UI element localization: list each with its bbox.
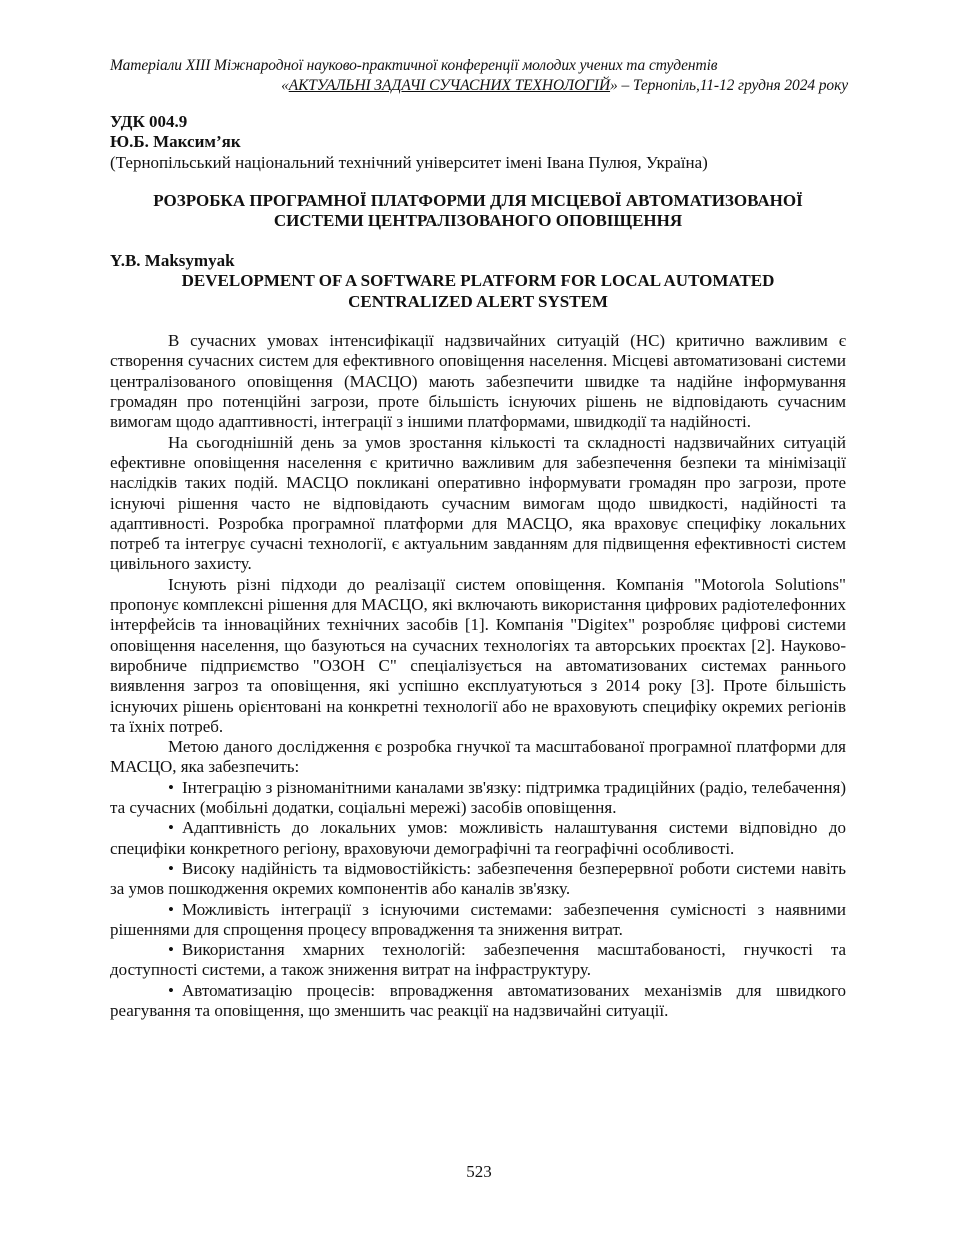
- bullet-icon: •: [168, 940, 174, 960]
- author-ua: Ю.Б. Максим’як: [110, 132, 241, 152]
- udk-code: УДК 004.9: [110, 112, 188, 131]
- conference-name: АКТУАЛЬНІ ЗАДАЧІ СУЧАСНИХ ТЕХНОЛОГІЙ: [288, 77, 611, 94]
- bullet-item: [110, 778, 846, 819]
- page-number: 523: [466, 1162, 492, 1181]
- bullet-icon: •: [168, 899, 174, 919]
- title-ua-line: СИСТЕМИ ЦЕНТРАЛІЗОВАНОГО ОПОВІЩЕННЯ: [273, 211, 683, 231]
- title-en-line: CENTRALIZED ALERT SYSTEM: [348, 291, 608, 311]
- bullet-icon: •: [168, 858, 174, 878]
- bullet-item: [110, 818, 846, 859]
- bullet-icon: •: [168, 818, 174, 838]
- author-en: Y.B. Maksymyak: [110, 250, 235, 270]
- bullet-item: [110, 900, 846, 941]
- paper-body: [110, 112, 846, 1021]
- title-ua-line: РОЗРОБКА ПРОГРАМНОЇ ПЛАТФОРМИ ДЛЯ МІСЦЕВОЇ АВТОМАТИЗОВАНОЇ: [153, 190, 803, 210]
- paragraph: Метою даного дослідження є розробка гнучкої та масштабованої програмної платформи для МАСЦО, яка забезпечить:: [110, 737, 846, 777]
- bullet-text: Високу надійність та відмовостійкість: забезпечення безперервної роботи системи навіть за умов пошкодження окремих компонентів або каналів зв'язку.: [110, 858, 846, 899]
- header-place-date: » – Тернопіль,11-12 грудня 2024 року: [610, 77, 848, 94]
- bullet-icon: •: [168, 777, 174, 797]
- header-line-2: [110, 76, 848, 96]
- bullet-item: [110, 981, 846, 1022]
- bullet-text: Інтеграцію з різноманітними каналами зв'язку: підтримка традиційних (радіо, телебачення) та сучасних (мобільні додатки, соціальні мережі) засобів оповіщення.: [110, 777, 846, 818]
- affiliation: (Тернопільський національний технічний університет імені Івана Пулюя, Україна): [110, 152, 708, 172]
- title-en-line: DEVELOPMENT OF A SOFTWARE PLATFORM FOR LOCAL AUTOMATED: [181, 271, 775, 291]
- title-en: [110, 271, 846, 312]
- bullet-text: Автоматизацію процесів: впровадження автоматизованих механізмів для швидкого реагування та оповіщення, що зменшить час реакції на надзвичайні ситуації.: [110, 980, 846, 1020]
- header-line-1: Матеріали XIII Міжнародної науково-практичної конференції молодих учених та студентів: [110, 57, 718, 74]
- bullet-text: Можливість інтеграції з існуючими системами: забезпечення сумісності з наявними рішеннями для спрощення процесу впровадження та зниження витрат.: [110, 899, 846, 939]
- bullet-text: Використання хмарних технологій: забезпечення масштабованості, гнучкості та доступності системи, а також зниження витрат на інфраструктуру.: [110, 940, 846, 980]
- bullet-text: Адаптивність до локальних умов: можливість налаштування системи відповідно до специфіки конкретного регіону, враховуючи демографічні та географічні особливості.: [110, 818, 846, 858]
- paragraph: На сьогоднішній день за умов зростання кількості та складності надзвичайних ситуацій ефективне оповіщення населення є критично важливим для забезпечення безпеки та мінімізації наслідків таких подій. МАСЦО покликані оперативно інформувати громадян про загрози, проте існуючі рішення часто не відповідають сучасним вимогам щодо швидкості, надійності та адаптивності. Розробка програмної платформи для МАСЦО, яка враховує специфіку локальних потреб та інтегрує сучасні технології, є актуальним завданням для підвищення ефективності систем цивільного захисту.: [110, 432, 846, 574]
- running-header: [110, 56, 848, 96]
- bullet-icon: •: [168, 980, 174, 1000]
- bullet-item: [110, 940, 846, 981]
- bullet-item: [110, 859, 846, 900]
- title-ua: [110, 191, 846, 232]
- paragraph: В сучасних умовах інтенсифікації надзвичайних ситуацій (НС) критично важливим є створення сучасних систем для ефективного оповіщення населення. Місцеві автоматизовані системи централізованого оповіщення (МАСЦО) мають забезпечити швидке та надійне інформування громадян про потенційні загрози, проте більшість існуючих рішень не відповідають сучасним вимогам щодо адаптивності, інтеграції з іншими платформами, швидкодії та надійності.: [110, 331, 846, 432]
- paragraph: Існують різні підходи до реалізації систем оповіщення. Компанія "Motorola Solutions" пропонує комплексні рішення для МАСЦО, які включають використання цифрових радіотелефонних інтерфейсів та інноваційних технічних засобів [1]. Компанія "Digitex" розробляє цифрові системи оповіщення населення, що базуються на сучасних технологіях та авторських проєктах [2]. Науково-виробниче підприємство "ОЗОН С" спеціалізується на автоматизованих системах раннього виявлення загроз та оповіщення, які успішно експлуатуються з 2014 року [3]. Проте більшість існуючих рішень орієнтовані на конкретні технології або не враховують специфіку окремих регіонів та їхніх потреб.: [110, 574, 846, 736]
- header-quote-open: «: [281, 77, 289, 94]
